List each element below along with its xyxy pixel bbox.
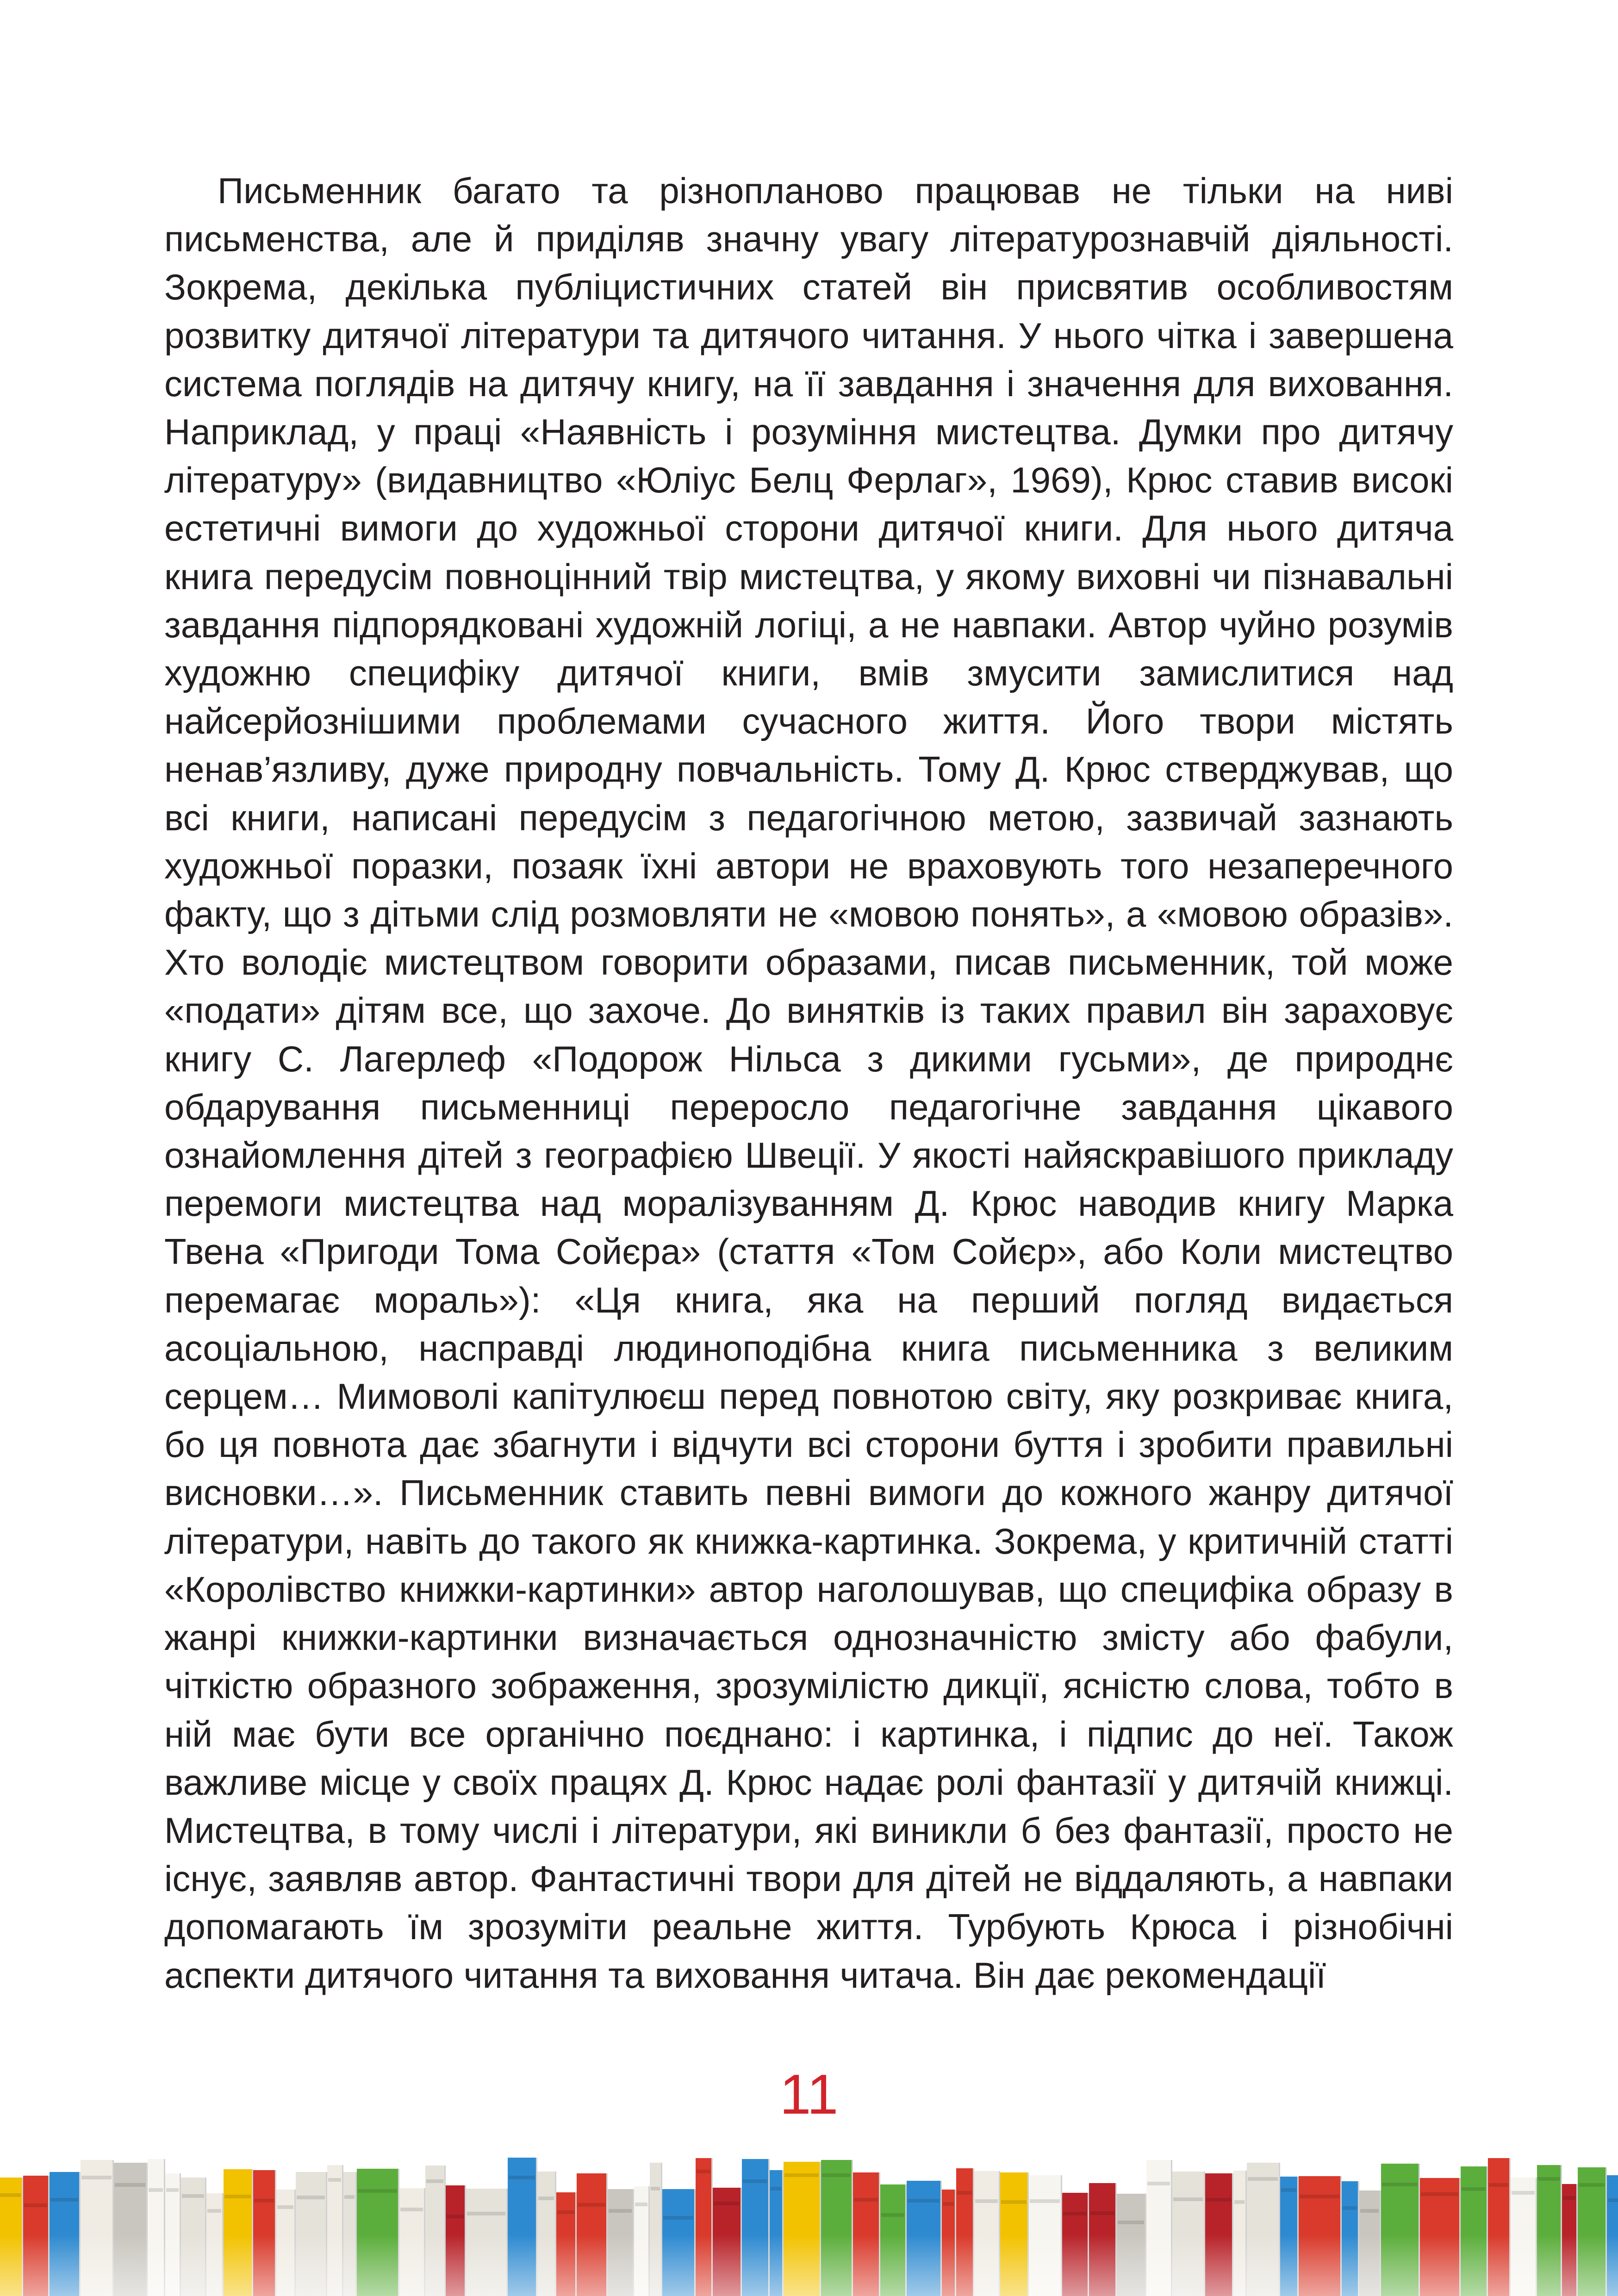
shelf-fade-overlay [0,2143,1618,2296]
bookshelf-decoration [0,2143,1618,2296]
body-text-block [164,167,1453,1999]
page-number: 11 [779,2063,839,2126]
body-paragraph: Письменник багато та різнопланово працював не тільки на ниві письменства, але й приділяв значну увагу літературознавчій діяльності. Зокрема, декілька публіцистичних статей він присвятив особливостям розвитку дитячої літератури та дитячого читання. У нього чітка і завершена система поглядів на дитячу книгу, на її завдання і значення для виховання. Наприклад, у праці «Наявність і розуміння мистецтва. Думки про дитячу літературу» (видавництво «Юліус Белц Ферлаг», 1969), Крюс ставив високі естетичні вимоги до художньої сторони дитячої книги. Для нього дитяча книга передусім повноцінний твір мистецтва, у якому виховні чи пізнавальні завдання підпорядковані художній логіці, а не навпаки. Автор чуйно розумів художню специфіку дитячої книги, вмів змусити замислитися над найсерйознішими проблемами сучасного життя. Його твори містять ненав’язливу, дуже природну повчальність. Тому Д. Крюс стверджував, що всі книги, написані передусім з педагогічною метою, зазвичай зазнають художньої поразки, позаяк їхні автори не враховують того незаперечного факту, що з дітьми слід розмовляти не «мовою понять», а «мовою образів». Хто володіє мистецтвом говорити образами, писав письменник, той може «подати» дітям все, що захоче. До винятків із таких правил він зараховує книгу С. Лагерлеф «Подорож Нільса з дикими гусьми», де природнє обдарування письменниці переросло педагогічне завдання цікавого ознайомлення дітей з географією Швеції. У якості найяскравішого прикладу перемоги мистецтва над моралізуванням Д. Крюс наводив книгу Марка Твена «Пригоди Тома Сойєра» (стаття «Том Сойєр», або Коли мистецтво перемагає мораль»): «Ця книга, яка на перший погляд видається асоціальною, насправді людиноподібна книга письменника з великим серцем… Мимоволі капітулюєш перед повнотою світу, яку розкриває книга, бо ця повнота дає збагнути і відчути всі сторони буття і зробити правильні висновки…». Письменник ставить певні вимоги до кожного жанру дитячої літератури, навіть до такого як книжка-картинка. Зокрема, у критичній статті «Королівство книжки-картинки» автор наголошував, що специфіка образу в жанрі книжки-картинки визначається однозначністю змісту або фабули, чіткістю образного зображення, зрозумілістю дикції, ясністю слова, тобто в ній має бути все органічно поєднано: і картинка, і підпис до неї. Також важливе місце у своїх працях Д. Крюс надає ролі фантазії у дитячій книжці. Мистецтва, в тому числі і літератури, які виникли б без фантазії, просто не існує, заявляв автор. Фантастичні твори для дітей не віддаляють, а навпаки допомагають їм зрозуміти реальне життя. Турбують Крюса і різнобічні аспекти дитячого читання та виховання читача. Він дає рекомендації [164,170,1453,1996]
bookshelf-illustration [0,2143,1618,2296]
